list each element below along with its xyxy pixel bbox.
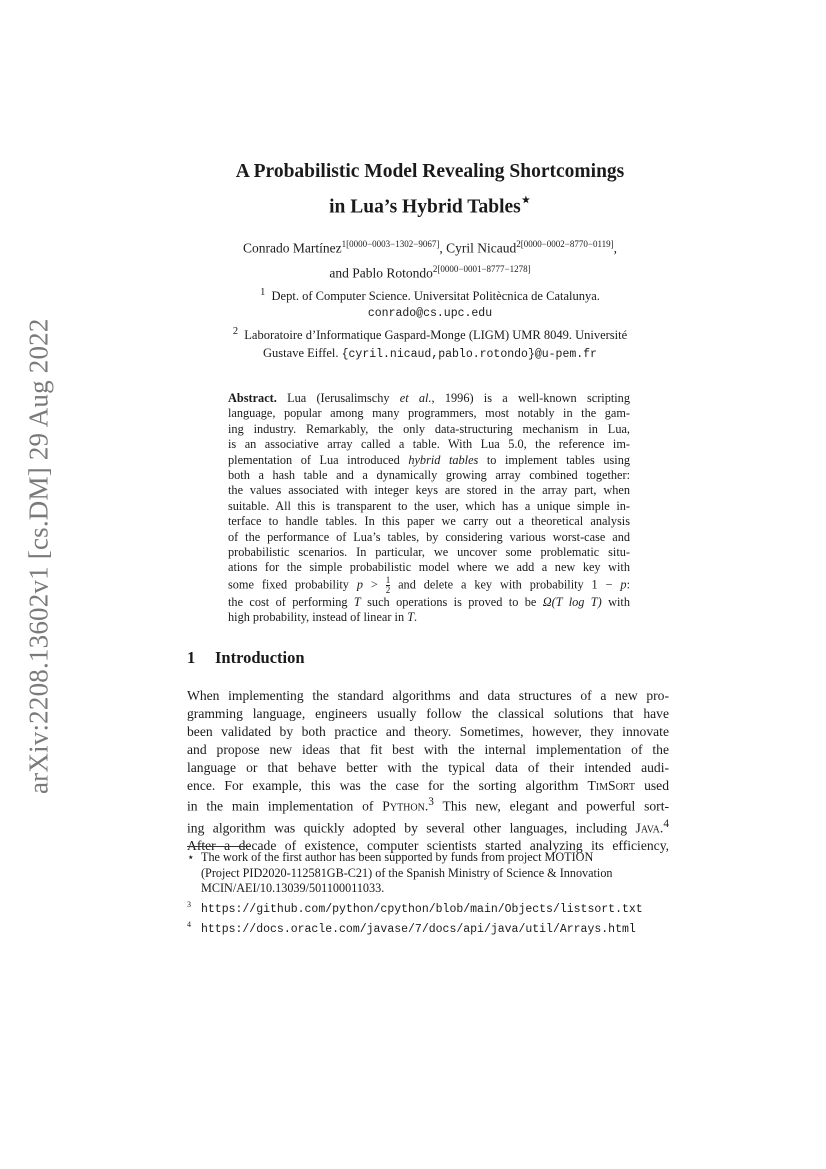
author-rotondo: and Pablo Rotondo	[329, 265, 433, 280]
abstract-italic: hybrid tables	[408, 452, 479, 467]
footnote-3	[187, 897, 669, 918]
abstract-line	[228, 595, 630, 610]
math-var: T	[353, 594, 361, 609]
section-heading	[187, 648, 305, 668]
abstract-line: of the performance of Lua’s tables, by considering various worst-case and	[228, 529, 630, 544]
section-title: Introduction	[215, 648, 305, 667]
abstract-line: ing industry. Remarkably, the only data-structuring mechanism in Lua,	[228, 421, 630, 436]
affiliation-2	[150, 323, 710, 344]
math-var: T	[407, 610, 415, 625]
affiliation-1-number: 1	[260, 287, 266, 298]
author-list	[150, 234, 710, 283]
body-line: been validated by both practice and theory. Sometimes, however, they innovate	[187, 723, 669, 739]
abstract-text: and delete a key with probability 1 −	[390, 577, 621, 592]
body-line: When implementing the standard algorithms and data structures of a new pro-	[187, 688, 669, 703]
body-line: gramming language, engineers usually follow the classical solutions that have	[187, 705, 669, 721]
section-number: 1	[187, 648, 196, 667]
footnote-star-mark: ⋆	[187, 850, 195, 864]
body-smallcaps: Java	[635, 820, 660, 836]
affiliation-2-text-cont: Gustave Eiffel.	[263, 346, 339, 361]
body-text: used	[634, 777, 669, 793]
footnote-text: MCIN/AEI/10.13039/501100011033.	[201, 881, 385, 896]
body-smallcaps: TimSort	[587, 777, 635, 793]
abstract-label: Abstract.	[228, 391, 277, 405]
abstract-text: Lua (Ierusalimschy	[287, 391, 400, 405]
title-footnote-star: ⋆	[520, 191, 531, 209]
footnote-3-number: 3	[187, 899, 191, 909]
arxiv-identifier-stamp: arXiv:2208.13602v1 [cs.DM] 29 Aug 2022	[23, 318, 54, 794]
abstract-line	[228, 391, 630, 406]
footnote-4-number: 4	[187, 920, 191, 930]
abstract-text: such operations is proved to be	[360, 594, 543, 609]
footnote-3-link[interactable]: https://github.com/python/cpython/blob/main/Objects/listsort.txt	[201, 902, 643, 916]
title-line-1: A Probabilistic Model Revealing Shortcomings	[235, 161, 625, 182]
math-expression: Ω(T log T)	[542, 594, 602, 609]
footnote-4	[187, 917, 669, 938]
affiliation-1-text: Dept. of Computer Science. Universitat Politècnica de Catalunya.	[271, 289, 600, 304]
body-text: ence. For example, this was the case for the sorting algorithm	[187, 777, 588, 793]
abstract-line: ations for the simple probabilistic model where we add a new key with	[228, 560, 630, 575]
footnote-text: The work of the first author has been supported by funds from project MOTION	[201, 850, 594, 864]
abstract-line	[228, 610, 630, 625]
footnote-text: (Project PID2020-112581GB-C21) of the Spanish Ministry of Science & Innovation	[201, 865, 613, 880]
paper-title	[150, 158, 710, 222]
footnote-ref-3[interactable]: 3	[428, 796, 434, 809]
author-martinez-orcid: 1[0000−0003−1302−9067]	[341, 239, 440, 249]
body-line	[187, 794, 669, 815]
body-text: .	[659, 820, 664, 836]
abstract-italic: et al.	[399, 391, 432, 405]
abstract-line: language, popular among many programmers, most notably in the gam-	[228, 406, 630, 421]
introduction-body	[187, 687, 669, 855]
affiliation-1	[150, 284, 710, 305]
body-line	[187, 777, 669, 795]
author-martinez: Conrado Martínez	[243, 240, 342, 256]
body-text: in the main implementation of	[187, 798, 383, 814]
body-text: .	[424, 798, 429, 814]
affiliations	[150, 284, 710, 364]
body-text: ing algorithm was quickly adopted by several other languages, including	[187, 820, 636, 836]
abstract	[228, 391, 630, 626]
abstract-line: both a hash table and a dynamically growing array combined together:	[228, 468, 630, 483]
abstract-text: the cost of performing	[228, 594, 354, 609]
abstract-text: to implement tables using	[478, 452, 630, 467]
abstract-line: suitable. All this is transparent to the user, which has a unique simple in-	[228, 498, 630, 513]
affiliation-1-email[interactable]: conrado@cs.upc.edu	[367, 307, 493, 321]
footnotes	[187, 850, 669, 938]
math-var: p	[620, 577, 627, 592]
abstract-text: .	[414, 610, 418, 625]
author-separator: ,	[613, 240, 617, 256]
author-nicaud-orcid: 2[0000−0002−8770−0119]	[516, 239, 614, 249]
affiliation-2-number: 2	[232, 326, 239, 338]
author-nicaud: , Cyril Nicaud	[439, 240, 517, 256]
abstract-text: with	[601, 594, 630, 609]
author-line-2	[150, 259, 710, 284]
body-line: and propose new ideas that fit best with the internal implementation of the	[187, 741, 669, 757]
abstract-line: is an associative array called a table. With Lua 5.0, the reference im-	[228, 437, 630, 452]
body-line: language or that behave better with the typical data of their intended audi-	[187, 759, 669, 775]
title-line-2	[150, 186, 710, 222]
fraction-numerator: 1	[385, 574, 391, 585]
footnote-star	[187, 850, 669, 897]
abstract-line	[228, 453, 630, 468]
author-line-1	[150, 234, 710, 259]
title-line-2-text: in Lua’s Hybrid Tables	[329, 196, 521, 218]
abstract-line: terface to handle tables. In this paper we carry out a theoretical analysis	[228, 514, 630, 529]
body-line	[187, 816, 669, 837]
abstract-text: plementation of Lua introduced	[228, 452, 409, 467]
abstract-line: probabilistic scenarios. In particular, we uncover some problematic situ-	[228, 545, 630, 560]
affiliation-2-cont	[150, 344, 710, 364]
abstract-text: some fixed probability	[228, 577, 357, 592]
abstract-line	[228, 576, 630, 595]
math-var: p	[356, 577, 363, 592]
affiliation-2-text: Laboratoire d’Informatique Gaspard-Monge (LIGM) UMR 8049. Université	[244, 328, 628, 343]
body-text: This new, elegant and powerful sort-	[433, 798, 669, 814]
footnote-4-link[interactable]: https://docs.oracle.com/javase/7/docs/api/java/util/Arrays.html	[201, 923, 636, 937]
body-smallcaps: Python	[382, 798, 425, 814]
fraction-denominator: 2	[385, 584, 391, 595]
author-rotondo-orcid: 2[0000−0001−8777−1278]	[432, 263, 531, 274]
abstract-text: high probability, instead of linear in	[228, 610, 408, 625]
affiliation-2-email[interactable]: {cyril.nicaud,pablo.rotondo}@u-pem.fr	[341, 348, 597, 362]
abstract-text: :	[626, 577, 630, 592]
body-line: After a decade of existence, computer scientists started analyzing its efficiency,	[187, 838, 669, 854]
math-op: >	[363, 577, 386, 592]
abstract-text: , 1996) is a well-known scripting	[431, 391, 630, 405]
footnote-ref-4[interactable]: 4	[663, 817, 669, 830]
abstract-line: the values associated with integer keys are stored in the array part, when	[228, 483, 630, 498]
footnote-rule	[187, 846, 251, 847]
